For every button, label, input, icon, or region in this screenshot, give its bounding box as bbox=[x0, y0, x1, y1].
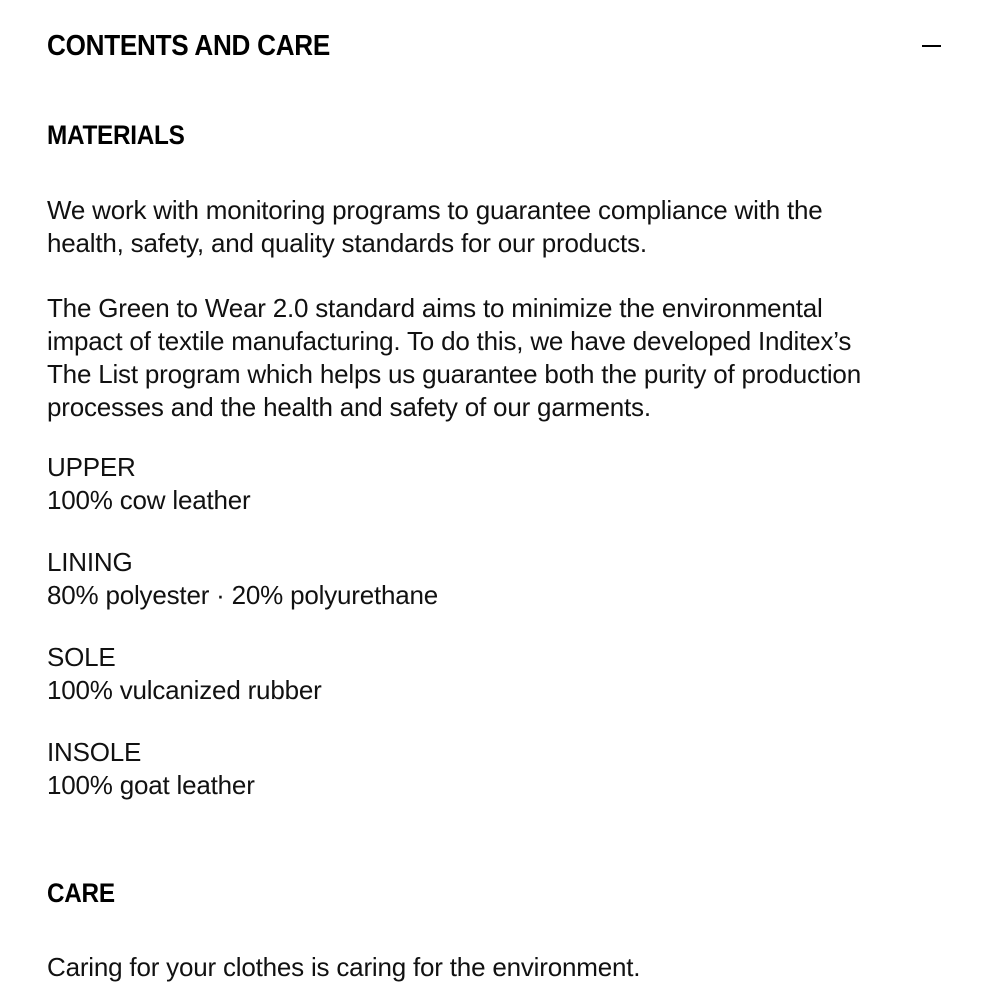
text-line: The List program which helps us guarantee both the purity of production bbox=[47, 359, 861, 389]
text-line: health, safety, and quality standards for our products. bbox=[47, 228, 647, 258]
component-composition: 100% cow leather bbox=[47, 485, 251, 515]
contents-and-care-header[interactable] bbox=[47, 26, 953, 66]
component-composition: 100% vulcanized rubber bbox=[47, 675, 322, 705]
component-name: LINING bbox=[47, 547, 133, 577]
materials-heading: MATERIALS bbox=[47, 120, 185, 150]
component-name: SOLE bbox=[47, 642, 116, 672]
component-lining bbox=[47, 546, 438, 612]
component-composition: 100% goat leather bbox=[47, 770, 255, 800]
text-line: Caring for your clothes is caring for the environment. bbox=[47, 952, 641, 982]
care-heading: CARE bbox=[47, 878, 115, 908]
text-line: We work with monitoring programs to guarantee compliance with the bbox=[47, 195, 823, 225]
text-line: The Green to Wear 2.0 standard aims to minimize the environmental bbox=[47, 293, 823, 323]
text-line: impact of textile manufacturing. To do this, we have developed Inditex’s bbox=[47, 326, 852, 356]
materials-paragraph-2 bbox=[47, 292, 977, 424]
component-name: INSOLE bbox=[47, 737, 142, 767]
component-insole bbox=[47, 736, 255, 802]
component-upper bbox=[47, 451, 250, 517]
minus-icon[interactable] bbox=[921, 36, 941, 56]
component-sole bbox=[47, 641, 322, 707]
section-title: CONTENTS AND CARE bbox=[47, 29, 331, 62]
text-line: processes and the health and safety of our garments. bbox=[47, 392, 651, 422]
materials-paragraph-1 bbox=[47, 194, 977, 260]
component-composition: 80% polyester · 20% polyurethane bbox=[47, 580, 439, 610]
component-name: UPPER bbox=[47, 452, 136, 482]
care-paragraph bbox=[47, 951, 977, 984]
